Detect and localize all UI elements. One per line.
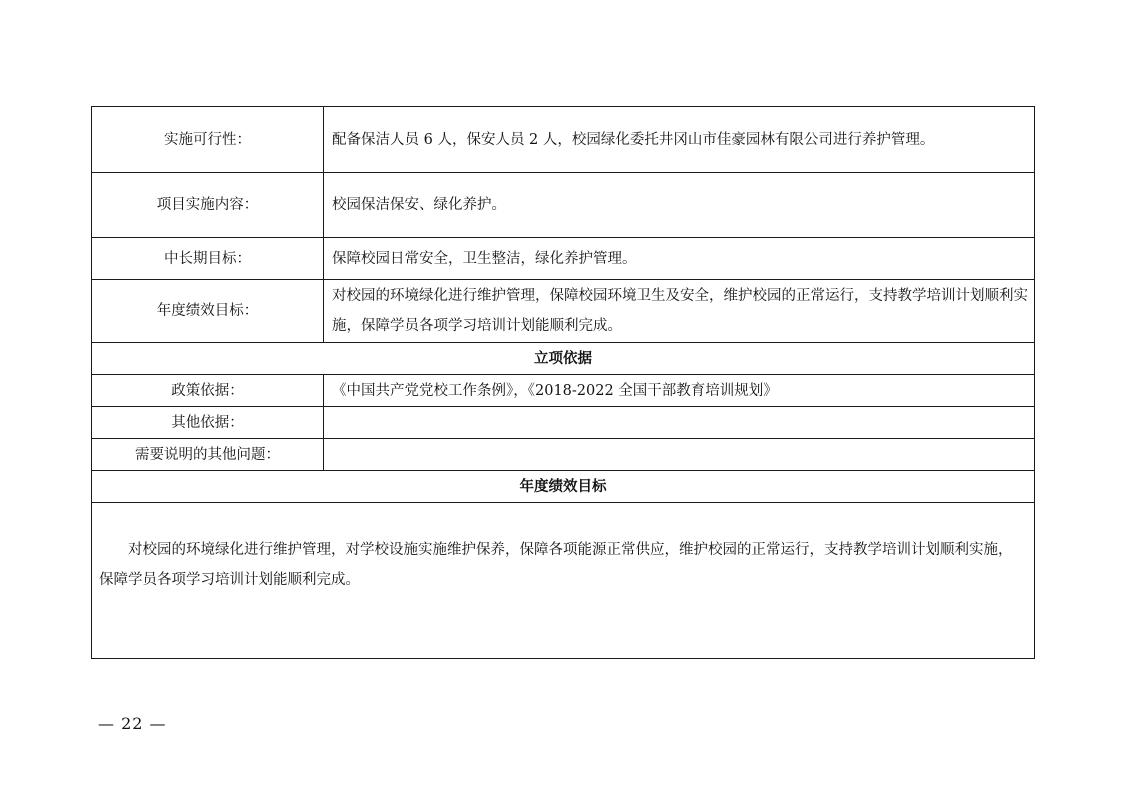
page-number: — 22 — xyxy=(98,714,167,733)
table-row xyxy=(92,173,1035,238)
other-issues-label: 需要说明的其他问题： xyxy=(92,439,324,471)
table-row xyxy=(92,439,1035,471)
annual-goal-text: 对校园的环境绿化进行维护管理，对学校设施实施维护保养，保障各项能源正常供应，维护校园的正常运行，支持教学培训计划顺利实施，保障学员各项学习培训计划能顺利完成。 xyxy=(92,503,1035,659)
table-row xyxy=(92,407,1035,439)
feasibility-label: 实施可行性： xyxy=(92,107,324,173)
long-term-goal-value: 保障校园日常安全，卫生整洁，绿化养护管理。 xyxy=(324,238,1035,280)
other-basis-value xyxy=(324,407,1035,439)
table-row xyxy=(92,375,1035,407)
annual-goal-value: 对校园的环境绿化进行维护管理，保障校园环境卫生及安全，维护校园的正常运行，支持教学培训计划顺利实施，保障学员各项学习培训计划能顺利完成。 xyxy=(324,280,1035,343)
content-label: 项目实施内容： xyxy=(92,173,324,238)
table-row xyxy=(92,280,1035,343)
policy-basis-label: 政策依据： xyxy=(92,375,324,407)
feasibility-value: 配备保洁人员 6 人，保安人员 2 人，校园绿化委托井冈山市佳豪园林有限公司进行养护管理。 xyxy=(324,107,1035,173)
annual-goal-label: 年度绩效目标： xyxy=(92,280,324,343)
table-row xyxy=(92,471,1035,503)
table-row xyxy=(92,107,1035,173)
policy-basis-value: 《中国共产党党校工作条例》，《2018-2022 全国干部教育培训规划》 xyxy=(324,375,1035,407)
table-row xyxy=(92,503,1035,659)
long-term-goal-label: 中长期目标： xyxy=(92,238,324,280)
content-value: 校园保洁保安、绿化养护。 xyxy=(324,173,1035,238)
other-issues-value xyxy=(324,439,1035,471)
other-basis-label: 其他依据： xyxy=(92,407,324,439)
project-form-table xyxy=(91,106,1035,659)
annual-section-heading: 年度绩效目标 xyxy=(92,471,1035,503)
table-row xyxy=(92,238,1035,280)
table-row xyxy=(92,343,1035,375)
basis-section-heading: 立项依据 xyxy=(92,343,1035,375)
